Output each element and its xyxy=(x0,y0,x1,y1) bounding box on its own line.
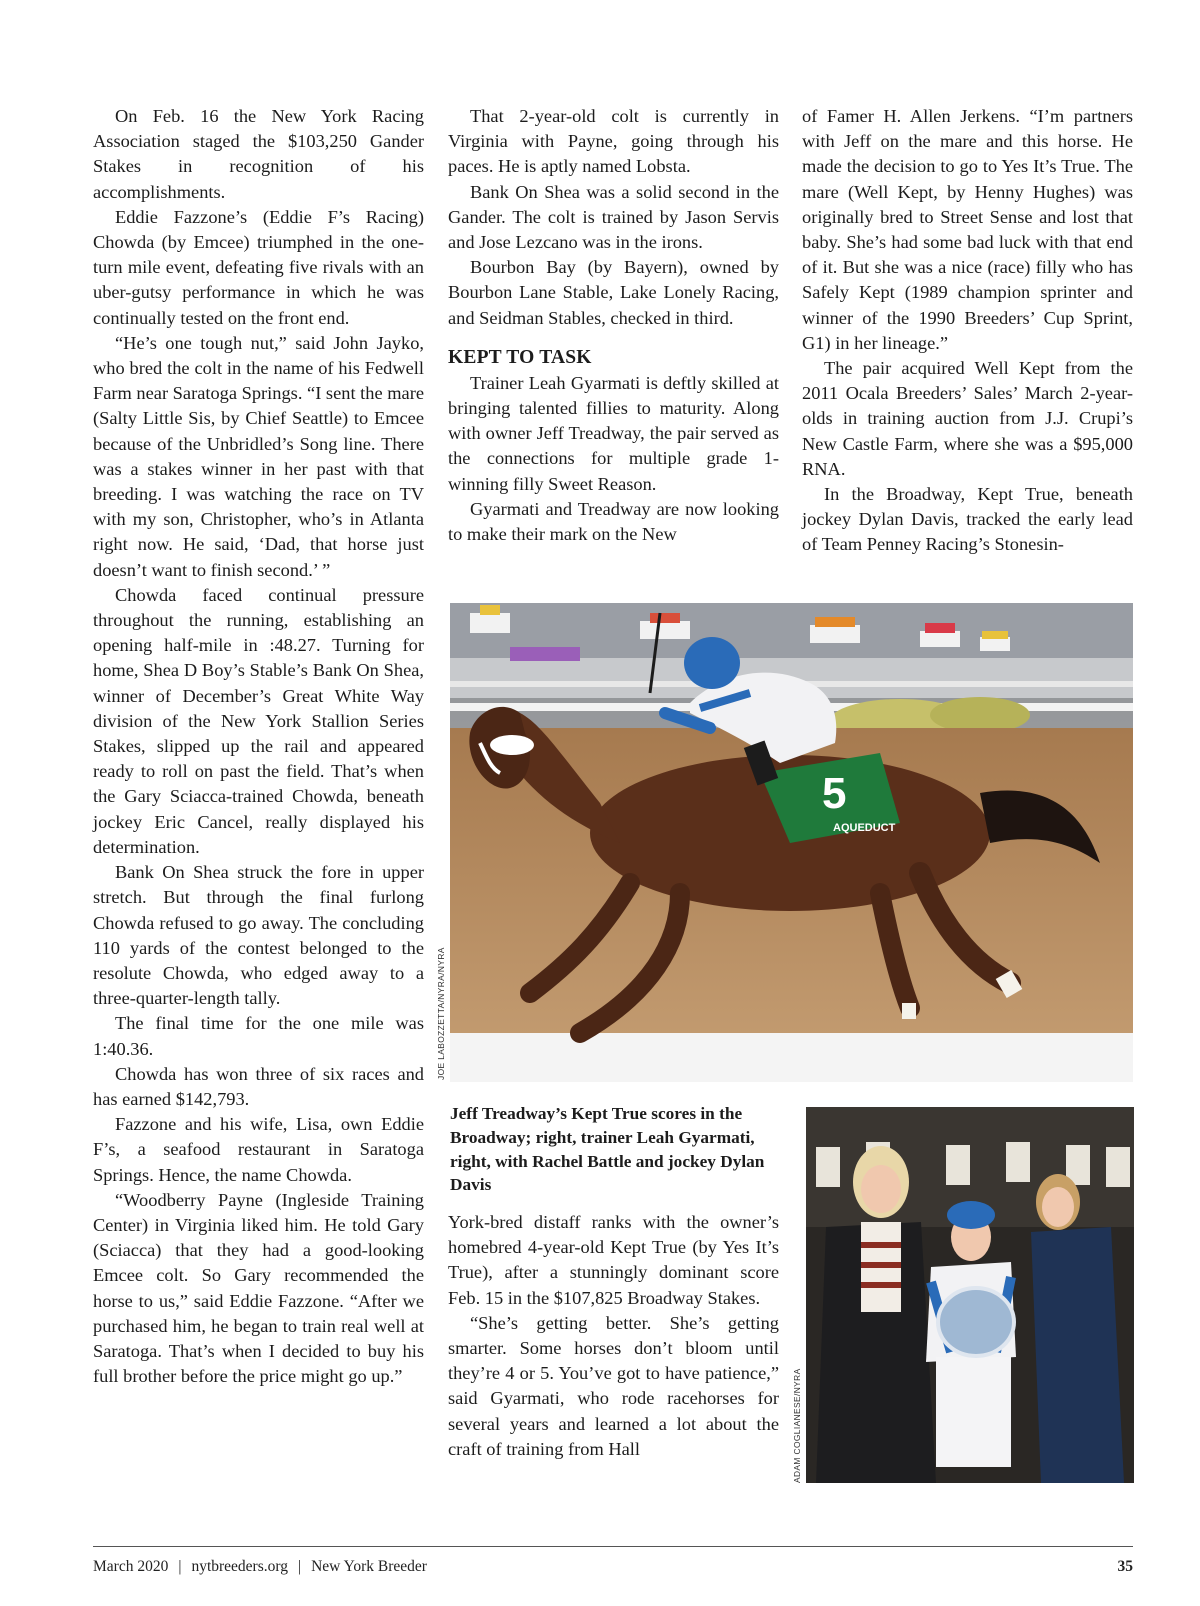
paragraph: York-bred distaff ranks with the owner’s homebred 4-year-old Kept True (by Yes It’s True), after a stunningly dominant score Feb. 15 in the $107,825 Broadway Stakes. xyxy=(448,1212,779,1308)
paragraph: That 2-year-old colt is currently in Virginia with Payne, going through his paces. He is aptly named Lobsta. xyxy=(448,106,779,177)
paragraph: Bank On Shea struck the fore in upper stretch. But through the final furlong Chowda refused to go away. The concluding 110 yards of the contest belonged to the resolute Chowda, who edged away to a three-quarter-length tally. xyxy=(93,862,424,1009)
footer-separator: | xyxy=(178,1558,182,1575)
paragraph: “Woodberry Payne (Ingleside Training Center) in Virginia liked him. He told Gary (Sciacca) that they had a good-looking Emcee colt. So Gary recommended the horse to us,” said Eddie Fazzone. “After we purchased him, he began to train real well at Saratoga. That’s when I decided to buy his full brother before the price might go up.” xyxy=(93,1189,424,1387)
saddlecloth-number: 5 xyxy=(822,769,847,818)
section-subhead: KEPT TO TASK xyxy=(448,346,592,368)
footer-publication: New York Breeder xyxy=(311,1558,427,1575)
page-number: 35 xyxy=(1117,1558,1133,1575)
article-column-3 xyxy=(802,104,1133,558)
footer-info xyxy=(93,1558,427,1576)
paragraph: Bourbon Bay (by Bayern), owned by Bourbon Lane Stable, Lake Lonely Racing, and Seidman Stables, checked in third. xyxy=(448,257,779,328)
photo-credit-race: JOE LABOZZETTA/NYRA/NYRA xyxy=(436,947,446,1080)
paragraph: Fazzone and his wife, Lisa, own Eddie F’s, a seafood restaurant in Saratoga Springs. Hence, the name Chowda. xyxy=(93,1114,424,1185)
paragraph: Eddie Fazzone’s (Eddie F’s Racing) Chowda (by Emcee) triumphed in the one-turn mile event, defeating five rivals with an uber-gutsy performance in which he was continually tested on the front end. xyxy=(93,206,424,328)
paragraph: In the Broadway, Kept True, beneath jockey Dylan Davis, tracked the early lead of Team Penney Racing’s Stonesin- xyxy=(802,484,1133,555)
paragraph: Trainer Leah Gyarmati is deftly skilled at bringing talented fillies to maturity. Along with owner Jeff Treadway, the pair served as the connections for multiple grade 1-winning filly Sweet Reason. xyxy=(448,372,779,494)
saddlecloth-text: AQUEDUCT xyxy=(833,822,896,834)
paragraph: Chowda faced continual pressure throughout the running, establishing an opening half-mile in :48.27. Turning for home, Shea D Boy’s Stable’s Bank On Shea, winner of December’s Great White Way division of the New York Stallion Series Stakes, slipped up the rail and appeared ready to roll on past the field. That’s when the Gary Sciacca-trained Chowda, beneath jockey Eric Cancel, really displayed his determination. xyxy=(93,584,424,857)
trophy-photo-illustration xyxy=(806,1107,1134,1483)
race-photo xyxy=(450,603,1133,1082)
paragraph: of Famer H. Allen Jerkens. “I’m partners with Jeff on the mare and this horse. He made the decision to go to Yes It’s True. The mare (Well Kept, by Henny Hughes) was originally bred to Street Sense and lost that baby. She’s had some bad luck with that end of it. But she was a nice (race) filly who has Safely Kept (1989 champion sprinter and winner of the 1990 Breeders’ Cup Sprint, G1) in her lineage.” xyxy=(802,106,1133,353)
paragraph: Gyarmati and Treadway are now looking to make their mark on the New xyxy=(448,498,779,545)
footer-site: nytbreeders.org xyxy=(191,1558,288,1575)
paragraph: Chowda has won three of six races and has earned $142,793. xyxy=(93,1063,424,1109)
paragraph: The pair acquired Well Kept from the 2011 Ocala Breeders’ Sales’ March 2-year-olds in training auction from J.J. Crupi’s New Castle Farm, where she was a $95,000 RNA. xyxy=(802,358,1133,479)
article-column-2 xyxy=(448,104,779,547)
paragraph: On Feb. 16 the New York Racing Association staged the $103,250 Gander Stakes in recognition of his accomplishments. xyxy=(93,106,424,202)
article-column-2-continued xyxy=(448,1210,779,1462)
trophy-photo xyxy=(806,1107,1134,1483)
paragraph: Bank On Shea was a solid second in the Gander. The colt is trained by Jason Servis and Jose Lezcano was in the irons. xyxy=(448,181,779,253)
article-column-1 xyxy=(93,104,424,1389)
footer-separator: | xyxy=(298,1558,302,1575)
footer-rule xyxy=(93,1546,1133,1547)
photo-credit-trophy: ADAM COGLIANESE/NYRA xyxy=(792,1368,802,1483)
paragraph: “He’s one tough nut,” said John Jayko, who bred the colt in the name of his Fedwell Farm near Saratoga Springs. “I sent the mare (Salty Little Sis, by Chief Seattle) to Emcee because of the Unbridled’s Song line. There was a stakes winner in her past with that breeding. I was watching the race on TV with my son, Christopher, who’s in Atlanta right now. He said, ‘Dad, that horse just doesn’t want to finish second.’ ” xyxy=(93,332,424,580)
photo-caption: Jeff Treadway’s Kept True scores in the Broadway; right, trainer Leah Gyarmati, right, with Rachel Battle and jockey Dylan Davis xyxy=(450,1104,765,1195)
footer-date: March 2020 xyxy=(93,1558,169,1575)
paragraph: The final time for the one mile was 1:40.36. xyxy=(93,1013,424,1059)
race-photo-illustration xyxy=(450,603,1133,1082)
paragraph: “She’s getting better. She’s getting smarter. Some horses don’t bloom until they’re 4 or 5. You’ve got to have patience,” said Gyarmati, who rode racehorses for several years and learned a lot about the craft of training from Hall xyxy=(448,1312,779,1459)
